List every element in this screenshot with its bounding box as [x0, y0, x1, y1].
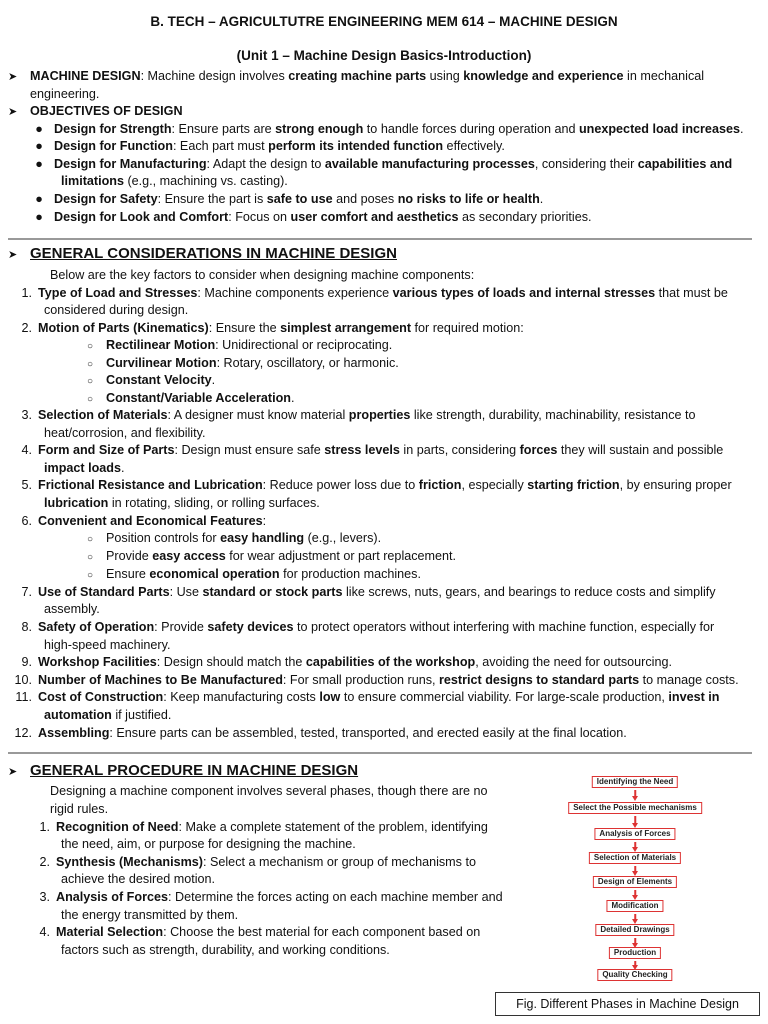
list-item-cont: the need, aim, or purpose for designing the machine.	[61, 837, 356, 851]
list-item-cont: lubrication in rotating, sliding, or rolling surfaces.	[44, 496, 320, 510]
list-item-cont: automation if justified.	[44, 708, 172, 722]
figure-caption: Fig. Different Phases in Machine Design	[495, 992, 760, 1016]
list-item-cont: the energy transmitted by them.	[61, 908, 239, 922]
list-item: 3. Analysis of Forces: Determine the forces acting on each machine member and	[39, 890, 503, 904]
list-item-cont: achieve the desired motion.	[61, 872, 216, 886]
list-item: 3. Selection of Materials: A designer must know material properties like strength, durability, machinability, resistance to	[21, 408, 696, 422]
unit-subtitle: (Unit 1 – Machine Design Basics-Introduction)	[236, 48, 532, 63]
list-item: 1. Type of Load and Stresses: Machine components experience various types of loads and internal stresses that must be	[21, 286, 728, 300]
flow-step: Select the Possible mechanisms	[568, 802, 702, 814]
list-item: 8. Safety of Operation: Provide safety devices to protect operators without interfering with machine function, especially for	[21, 620, 715, 634]
considerations-heading: ➤ GENERAL CONSIDERATIONS IN MACHINE DESIGN	[8, 245, 397, 262]
flow-step: Quality Checking	[597, 969, 672, 981]
flow-arrowhead	[632, 796, 638, 801]
document-title: B. TECH – AGRICULTUTRE ENGINEERING MEM 614 – MACHINE DESIGN	[150, 14, 618, 29]
sub-item: ○ Constant/Variable Acceleration.	[86, 391, 295, 405]
objective-manufacturing-cont: limitations (e.g., machining vs. casting).	[61, 174, 288, 188]
considerations-intro: Below are the key factors to consider when designing machine components:	[50, 268, 475, 282]
arrow-bullet-icon: ➤	[8, 766, 18, 778]
list-item: 10. Number of Machines to Be Manufactured: For small production runs, restrict designs to standard parts to manage costs.	[14, 673, 739, 687]
section-divider	[8, 752, 752, 754]
phases-flowchart	[530, 772, 740, 982]
sub-item: ○ Position controls for easy handling (e.g., levers).	[86, 531, 382, 545]
list-item: 4. Material Selection: Choose the best material for each component based on	[39, 925, 481, 939]
procedure-intro-cont: rigid rules.	[50, 802, 109, 816]
list-item: 7. Use of Standard Parts: Use standard or stock parts like screws, nuts, gears, and bearings to reduce costs and simplify	[21, 585, 716, 599]
sub-item: ○ Ensure economical operation for production machines.	[86, 567, 421, 581]
flow-step: Modification	[606, 900, 663, 912]
objective-look: ● Design for Look and Comfort: Focus on user comfort and aesthetics as secondary priorities.	[35, 210, 592, 224]
sub-item: ○ Constant Velocity.	[86, 373, 216, 387]
list-item-cont: considered during design.	[44, 303, 189, 317]
list-item-cont: factors such as strength, durability, and working conditions.	[61, 943, 390, 957]
flow-step: Selection of Materials	[589, 852, 681, 864]
list-item: 9. Workshop Facilities: Design should match the capabilities of the workshop, avoiding the need for outsourcing.	[21, 655, 672, 669]
arrow-bullet-icon: ➤	[8, 249, 18, 261]
objective-safety: ● Design for Safety: Ensure the part is safe to use and poses no risks to life or health.	[35, 192, 544, 206]
procedure-intro: Designing a machine component involves several phases, though there are no	[50, 784, 488, 798]
machine-design-label: MACHINE DESIGN	[30, 69, 141, 83]
objective-strength: ● Design for Strength: Ensure parts are strong enough to handle forces during operation and unexpected load increases.	[35, 122, 744, 136]
flow-step: Design of Elements	[593, 876, 677, 888]
list-item: 2. Motion of Parts (Kinematics): Ensure the simplest arrangement for required motion:	[21, 321, 524, 335]
list-item: 12. Assembling: Ensure parts can be assembled, tested, transported, and erected easily at the final location.	[14, 726, 627, 740]
list-item-cont: heat/corrosion, and flexibility.	[44, 426, 206, 440]
arrow-bullet-icon: ➤	[8, 106, 18, 118]
objective-function: ● Design for Function: Each part must perform its intended function effectively.	[35, 139, 505, 153]
sub-item: ○ Curvilinear Motion: Rotary, oscillatory, or harmonic.	[86, 356, 399, 370]
sub-item: ○ Rectilinear Motion: Unidirectional or reciprocating.	[86, 338, 393, 352]
list-item-cont: assembly.	[44, 602, 100, 616]
list-item: 6. Convenient and Economical Features:	[21, 514, 267, 528]
arrow-bullet-icon: ➤	[8, 71, 18, 83]
objective-manufacturing: ● Design for Manufacturing: Adapt the design to available manufacturing processes, considering their capabilities and	[35, 157, 733, 171]
machine-design-definition: ➤ MACHINE DESIGN: Machine design involves creating machine parts using knowledge and experience in mechanical	[8, 67, 704, 86]
procedure-heading: ➤ GENERAL PROCEDURE IN MACHINE DESIGN	[8, 762, 359, 779]
list-item: 5. Frictional Resistance and Lubrication: Reduce power loss due to friction, especially starting friction, by ensuring proper	[21, 478, 732, 492]
list-item: 11. Cost of Construction: Keep manufacturing costs low to ensure commercial viability. For large-scale production, invest in	[15, 690, 720, 704]
section-divider	[8, 238, 752, 240]
sub-item: ○ Provide easy access for wear adjustment or part replacement.	[86, 549, 457, 563]
flow-step: Production	[609, 947, 661, 959]
flow-step: Identifying the Need	[592, 776, 678, 788]
list-item: 2. Synthesis (Mechanisms): Select a mechanism or group of mechanisms to	[39, 855, 476, 869]
flow-step: Analysis of Forces	[594, 828, 675, 840]
objectives-heading: ➤ OBJECTIVES OF DESIGN	[8, 102, 183, 121]
list-item: 1. Recognition of Need: Make a complete statement of the problem, identifying	[39, 820, 488, 834]
machine-design-definition-cont: engineering.	[30, 87, 100, 101]
list-item: 4. Form and Size of Parts: Design must ensure safe stress levels in parts, considering forces they will sustain and possible	[21, 443, 724, 457]
list-item-cont: impact loads.	[44, 461, 125, 475]
flow-step: Detailed Drawings	[595, 924, 674, 936]
list-item-cont: high-speed machinery.	[44, 638, 171, 652]
